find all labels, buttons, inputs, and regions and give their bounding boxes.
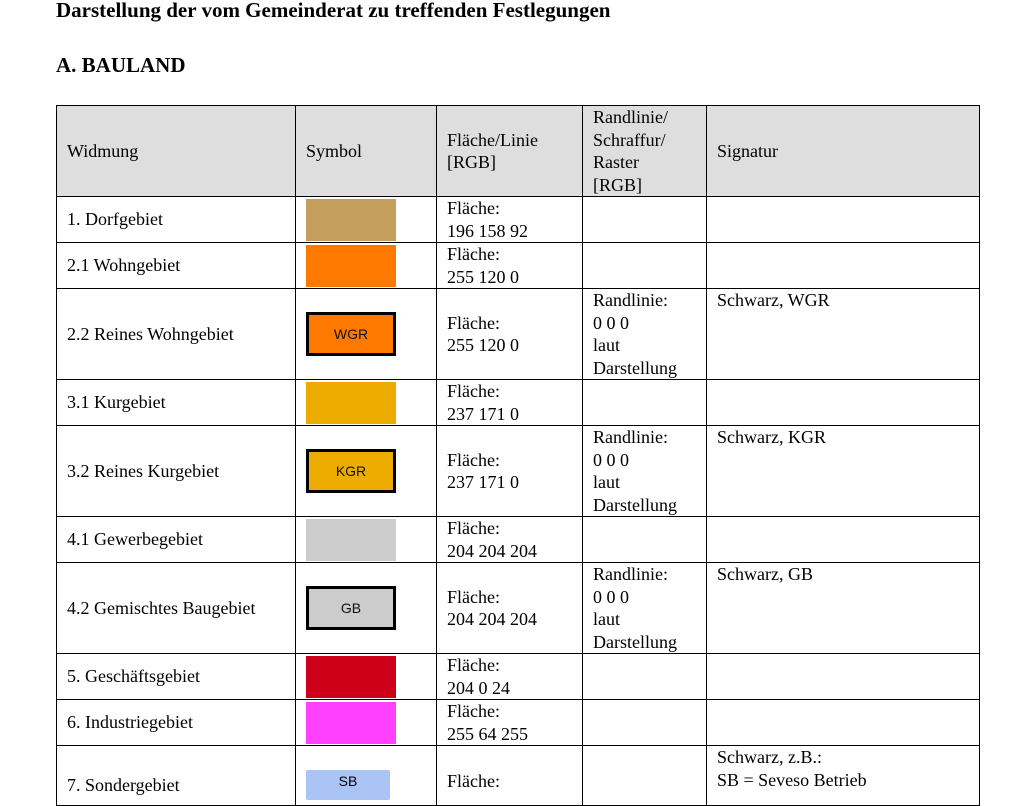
randlinie-line: laut bbox=[593, 472, 620, 492]
flaeche-cell bbox=[437, 197, 583, 243]
signatur-cell bbox=[707, 289, 980, 380]
document-title: Darstellung der vom Gemeinderat zu treffenden Festlegungen bbox=[56, 0, 611, 22]
flaeche-line: 255 120 0 bbox=[447, 335, 519, 355]
flaeche-cell bbox=[437, 563, 583, 654]
symbol-cell bbox=[296, 517, 437, 563]
flaeche-cell bbox=[437, 700, 583, 746]
randlinie-line: laut bbox=[593, 335, 620, 355]
flaeche-line: Fläche: bbox=[447, 771, 500, 791]
symbol-swatch bbox=[306, 770, 390, 800]
flaeche-cell bbox=[437, 426, 583, 517]
signatur-cell bbox=[707, 197, 980, 243]
symbol-cell bbox=[296, 197, 437, 243]
header-flaeche bbox=[437, 106, 583, 197]
table-row bbox=[57, 243, 980, 289]
flaeche-line: Fläche: bbox=[447, 518, 500, 538]
symbol-swatch bbox=[306, 245, 396, 287]
header-symbol: Symbol bbox=[296, 106, 437, 197]
symbol-label: SB bbox=[338, 773, 358, 789]
widmung-cell: 4.1 Gewerbegebiet bbox=[57, 517, 296, 563]
randlinie-cell bbox=[583, 700, 707, 746]
symbol-swatch bbox=[306, 382, 396, 424]
table-row bbox=[57, 426, 980, 517]
randlinie-cell bbox=[583, 517, 707, 563]
widmung-cell: 1. Dorfgebiet bbox=[57, 197, 296, 243]
flaeche-cell bbox=[437, 380, 583, 426]
signatur-cell bbox=[707, 654, 980, 700]
randlinie-line: Randlinie: bbox=[593, 290, 668, 310]
randlinie-cell bbox=[583, 380, 707, 426]
flaeche-line: 204 0 24 bbox=[447, 677, 510, 698]
randlinie-line: Darstellung bbox=[593, 357, 677, 378]
flaeche-line: Fläche: bbox=[447, 312, 500, 333]
header-widmung: Widmung bbox=[57, 106, 296, 197]
randlinie-cell bbox=[583, 563, 707, 654]
signatur-cell bbox=[707, 426, 980, 517]
widmung-cell: 3.2 Reines Kurgebiet bbox=[57, 426, 296, 517]
randlinie-cell bbox=[583, 197, 707, 243]
signatur-cell bbox=[707, 746, 980, 806]
table-row bbox=[57, 563, 980, 654]
signatur-line: Schwarz, KGR bbox=[717, 427, 826, 447]
header-row bbox=[57, 106, 980, 197]
flaeche-cell bbox=[437, 243, 583, 289]
widmung-cell: 2.2 Reines Wohngebiet bbox=[57, 289, 296, 380]
randlinie-cell bbox=[583, 426, 707, 517]
widmung-cell: 6. Industriegebiet bbox=[57, 700, 296, 746]
flaeche-line: 237 171 0 bbox=[447, 403, 519, 424]
legend-table bbox=[56, 105, 980, 806]
flaeche-line: 204 204 204 bbox=[447, 540, 537, 561]
table-row bbox=[57, 700, 980, 746]
symbol-label: WGR bbox=[333, 325, 369, 342]
section-heading: A. BAULAND bbox=[56, 53, 186, 77]
table-row bbox=[57, 517, 980, 563]
signatur-cell bbox=[707, 517, 980, 563]
symbol-cell bbox=[296, 289, 437, 380]
table-row bbox=[57, 197, 980, 243]
flaeche-line: 255 120 0 bbox=[447, 266, 519, 287]
signatur-cell bbox=[707, 563, 980, 654]
table-row bbox=[57, 654, 980, 700]
header-randlinie-line: Schraffur/ bbox=[593, 129, 666, 150]
symbol-swatch bbox=[306, 519, 396, 561]
randlinie-line: laut bbox=[593, 609, 620, 629]
signatur-line: Schwarz, z.B.: bbox=[717, 747, 822, 767]
symbol-swatch bbox=[306, 312, 396, 356]
randlinie-line: 0 0 0 bbox=[593, 586, 629, 607]
flaeche-line: Fläche: bbox=[447, 586, 500, 607]
signatur-cell bbox=[707, 700, 980, 746]
header-flaeche-line: [RGB] bbox=[447, 152, 496, 172]
randlinie-cell bbox=[583, 746, 707, 806]
flaeche-line: 255 64 255 bbox=[447, 723, 528, 744]
header-randlinie bbox=[583, 106, 707, 197]
flaeche-line: Fläche: bbox=[447, 701, 500, 721]
flaeche-line: Fläche: bbox=[447, 655, 500, 675]
randlinie-cell bbox=[583, 654, 707, 700]
header-randlinie-line: Raster bbox=[593, 152, 639, 172]
flaeche-cell bbox=[437, 289, 583, 380]
symbol-label: GB bbox=[340, 599, 362, 616]
symbol-swatch bbox=[306, 199, 396, 241]
flaeche-line: Fläche: bbox=[447, 449, 500, 470]
header-flaeche-line: Fläche/Linie bbox=[447, 129, 538, 150]
widmung-cell: 2.1 Wohngebiet bbox=[57, 243, 296, 289]
flaeche-line: Fläche: bbox=[447, 198, 500, 218]
signatur-line: Schwarz, WGR bbox=[717, 290, 830, 310]
symbol-cell bbox=[296, 700, 437, 746]
symbol-cell bbox=[296, 654, 437, 700]
widmung-cell: 3.1 Kurgebiet bbox=[57, 380, 296, 426]
widmung-cell: 4.2 Gemischtes Baugebiet bbox=[57, 563, 296, 654]
signatur-line: Schwarz, GB bbox=[717, 564, 813, 584]
flaeche-line: Fläche: bbox=[447, 244, 500, 264]
symbol-swatch bbox=[306, 702, 396, 744]
flaeche-cell bbox=[437, 517, 583, 563]
flaeche-cell bbox=[437, 654, 583, 700]
symbol-swatch bbox=[306, 656, 396, 698]
symbol-cell bbox=[296, 746, 437, 806]
table-row bbox=[57, 746, 980, 806]
randlinie-line: Randlinie: bbox=[593, 427, 668, 447]
header-randlinie-line: [RGB] bbox=[593, 174, 642, 195]
header-signatur: Signatur bbox=[707, 106, 980, 197]
symbol-swatch bbox=[306, 586, 396, 630]
header-randlinie-line: Randlinie/ bbox=[593, 107, 668, 127]
signatur-line: SB = Seveso Betrieb bbox=[717, 769, 867, 790]
randlinie-line: Darstellung bbox=[593, 631, 677, 652]
table-row bbox=[57, 380, 980, 426]
randlinie-cell bbox=[583, 243, 707, 289]
randlinie-line: Randlinie: bbox=[593, 564, 668, 584]
randlinie-line: Darstellung bbox=[593, 494, 677, 515]
flaeche-line: Fläche: bbox=[447, 381, 500, 401]
signatur-cell bbox=[707, 243, 980, 289]
widmung-cell: 7. Sondergebiet bbox=[57, 746, 296, 806]
symbol-cell bbox=[296, 563, 437, 654]
symbol-swatch bbox=[306, 449, 396, 493]
widmung-cell: 5. Geschäftsgebiet bbox=[57, 654, 296, 700]
randlinie-line: 0 0 0 bbox=[593, 312, 629, 333]
flaeche-cell bbox=[437, 746, 583, 806]
flaeche-line: 237 171 0 bbox=[447, 472, 519, 492]
symbol-label: KGR bbox=[335, 462, 367, 479]
symbol-cell bbox=[296, 380, 437, 426]
symbol-cell bbox=[296, 426, 437, 517]
table-row bbox=[57, 289, 980, 380]
randlinie-line: 0 0 0 bbox=[593, 449, 629, 470]
flaeche-line: 204 204 204 bbox=[447, 609, 537, 629]
signatur-cell bbox=[707, 380, 980, 426]
flaeche-line: 196 158 92 bbox=[447, 220, 528, 241]
randlinie-cell bbox=[583, 289, 707, 380]
symbol-cell bbox=[296, 243, 437, 289]
